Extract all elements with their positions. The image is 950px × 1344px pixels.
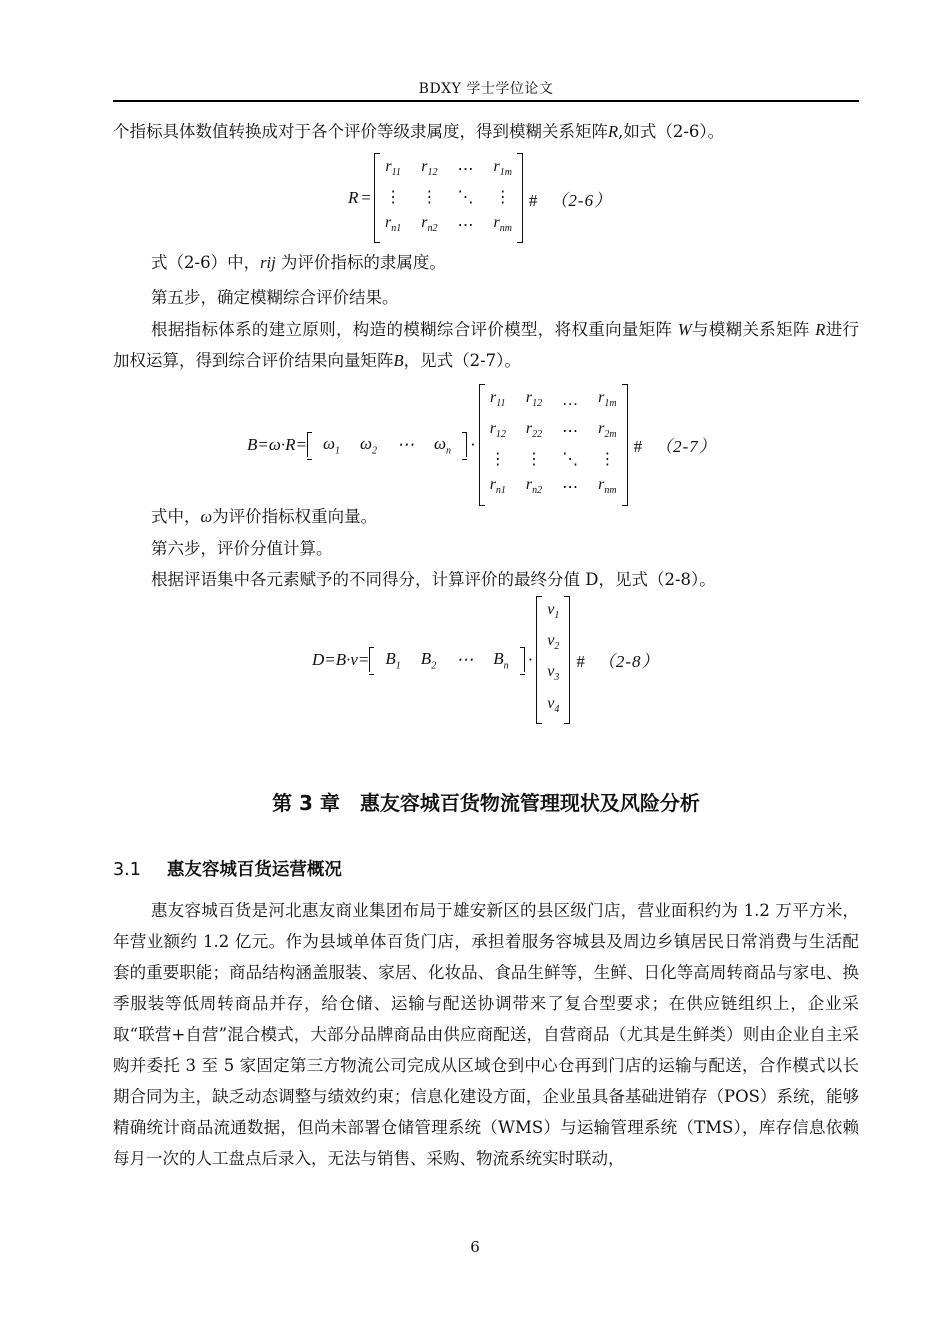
intro-text-end: ,如式（2-6）。 (618, 122, 725, 141)
eq27-matrix-cell: ⋯ (562, 479, 579, 497)
eq27-matrix-cell: $r_{11}$ (490, 389, 506, 410)
eq26-matrix-cell: $r_{1m}$ (493, 158, 512, 179)
page-number: 6 (470, 1238, 480, 1256)
eq27-matrix-cell: $r_{12}$ (489, 420, 506, 441)
eq26-number: （2-6） (550, 190, 613, 210)
eq27-vector-entry: ⋯ (397, 434, 414, 454)
eq27-matrix-cell: ⋮ (599, 451, 616, 469)
eq26-hash: # (528, 190, 539, 210)
eq28-number: （2-8） (597, 652, 660, 672)
eq27-matrix-cell: … (562, 392, 579, 410)
r-var: R (815, 320, 826, 339)
w-var: W (677, 320, 692, 339)
eq27-vector-entry: $\omega_2$ (359, 433, 377, 456)
eq28-lhs: D=B·v= (312, 649, 370, 669)
eq28-dot: · (527, 649, 534, 669)
eq27-matrix-cell: ⋮ (526, 451, 543, 469)
eq27-tag (634, 432, 717, 457)
eq27-matrix-cell: $r_{22}$ (525, 420, 543, 441)
eq27-matrix-cell: ⋱ (562, 451, 579, 469)
matrix-r-var: R (608, 122, 619, 141)
eq28-column-cell: $v_3$ (547, 663, 560, 684)
intro-line (113, 116, 859, 147)
equation-2-8 (312, 596, 660, 724)
p1-text-b: 为评价指标的隶属度。 (275, 253, 446, 272)
eq27-matrix-cell: ⋯ (562, 423, 579, 441)
eq28-column-cell: $v_1$ (547, 601, 560, 622)
eq26-matrix-cell: $r_{nm}$ (493, 214, 512, 235)
para-score: 根据评语集中各元素赋予的不同得分，计算评价的最终分值 D，见式（2-8）。 (151, 570, 716, 589)
eq28-column-vector (536, 596, 570, 724)
intro-text: 个指标具体数值转换成对于各个评价等级隶属度，得到模糊关系矩阵 (113, 122, 608, 141)
omega-var: ω (200, 507, 213, 526)
eq28-vector-entry: ⋯ (456, 649, 474, 669)
eq27-vector-entry: $\omega_n$ (434, 433, 452, 456)
eq27-matrix-cell: $r_{nm}$ (598, 476, 617, 497)
eq26-matrix-cell: $r_{11}$ (385, 158, 401, 179)
p3-c: 进行加权运算，得到综合评价结果向量矩阵 (113, 320, 860, 370)
eq27-lhs: B=ω·R= (247, 434, 307, 454)
section-title (113, 856, 342, 881)
body-paragraph: 惠友容城百货是河北惠友商业集团布局于雄安新区的县区级门店，营业面积约为 1.2 万平方米，年营业额约 1.2 亿元。作为县域单体百货门店，承担着服务容城县及周边乡镇居民日常消费与生活配套的重要职能；商品结构涵盖服装、家居、化妆品、食品生鲜等，生鲜、日化等高周转商品与家电、换季服装等低周转商品并存，给仓储、运输与配送协调带来了复合型要求；在供应链组织上，企业采取“联营+自营”混合模式，大部分品牌商品由供应商配送，自营商品（尤其是生鲜类）则由企业自主采购并委托 3 至 5 家固定第三方物流公司完成从区域仓到中心仓再到门店的运输与配送，合作模式以长期合同为主，缺乏动态调整与绩效约束；信息化建设方面，企业虽具备基础进销存（POS）系统，能够精确统计商品流通数据，但尚未部署仓储管理系统（WMS）与运输管理系统（TMS），库存信息依赖每月一次的人工盘点后录入，无法与销售、采购、物流系统实时联动， (113, 901, 859, 1168)
eq28-vector-entry: $B_1$ (385, 648, 401, 672)
page-header: BDXY 学士学位论文 (418, 81, 554, 97)
b-var: B (393, 351, 404, 370)
eq27-hash: # (633, 437, 644, 457)
eq26-tag (529, 186, 612, 211)
eq27-vector-entry: $\omega_1$ (322, 433, 340, 456)
eq26-matrix-cell: $r_{n1}$ (384, 214, 402, 235)
eq27-matrix-cell: ⋮ (489, 451, 506, 469)
para-step5: 第五步，确定模糊综合评价结果。 (151, 288, 399, 307)
eq26-matrix-cell: ⋮ (385, 189, 402, 207)
eq26-matrix-cell: ⋮ (494, 189, 511, 207)
equation-2-6 (348, 153, 612, 243)
para-omega (113, 501, 859, 532)
para-weighting (113, 314, 859, 376)
p1-text-a: 式（2-6）中， (151, 253, 261, 272)
eq27-matrix-cell: $r_{2m}$ (598, 420, 617, 441)
eq27-number: （2-7） (655, 437, 717, 457)
eq27-dot: · (470, 434, 476, 454)
chapter-title: 第 3 章 惠友容城百货物流管理现状及风险分析 (272, 791, 700, 815)
eq26-matrix (374, 153, 523, 243)
eq28-column-cell: $v_4$ (547, 694, 560, 715)
eq27-matrix-cell: $r_{12}$ (525, 389, 543, 410)
eq26-matrix-cell: $r_{12}$ (421, 158, 438, 179)
eq26-matrix-cell: ⋯ (457, 161, 474, 179)
section-title-text: 惠友容城百货运营概况 (166, 860, 342, 880)
eq26-matrix-cell: ⋮ (421, 189, 438, 207)
eq27-matrix-cell: $r_{n2}$ (525, 476, 543, 497)
eq28-column-cell: $v_2$ (547, 632, 560, 653)
eq26-matrix-cell: $r_{n2}$ (421, 214, 438, 235)
rij-var: rij (260, 253, 276, 272)
eq28-vector-entry: $B_2$ (420, 648, 437, 672)
header-rule (113, 100, 859, 102)
p3-a: 根据指标体系的建立原则，构造的模糊综合评价模型，将权重向量矩阵 (151, 320, 678, 339)
eq26-equals: = (361, 188, 371, 208)
eq28-b-vector (369, 648, 524, 672)
para-step6: 第六步，评价分值计算。 (151, 539, 333, 558)
equation-2-7 (247, 384, 717, 506)
eq28-tag (576, 647, 659, 672)
eq27-matrix-cell: $r_{1m}$ (598, 389, 617, 410)
p4-b: 为评价指标权重向量。 (212, 507, 378, 526)
p3-b: 与模糊关系矩阵 (691, 320, 816, 339)
eq26-matrix-cell: ⋱ (457, 189, 474, 207)
eq28-vector-entry: $B_n$ (493, 648, 509, 672)
eq27-weight-vector (307, 433, 467, 457)
eq26-lhs: R (348, 188, 359, 208)
eq27-matrix (479, 384, 628, 506)
p4-a: 式中， (151, 507, 201, 526)
p3-d: ，见式（2-7）。 (403, 351, 521, 370)
eq27-matrix-cell: $r_{n1}$ (489, 476, 506, 497)
eq28-hash: # (576, 652, 586, 672)
section-number: 3.1 (113, 860, 141, 880)
eq26-matrix-cell: ⋯ (457, 217, 474, 235)
para-rij (113, 247, 859, 278)
